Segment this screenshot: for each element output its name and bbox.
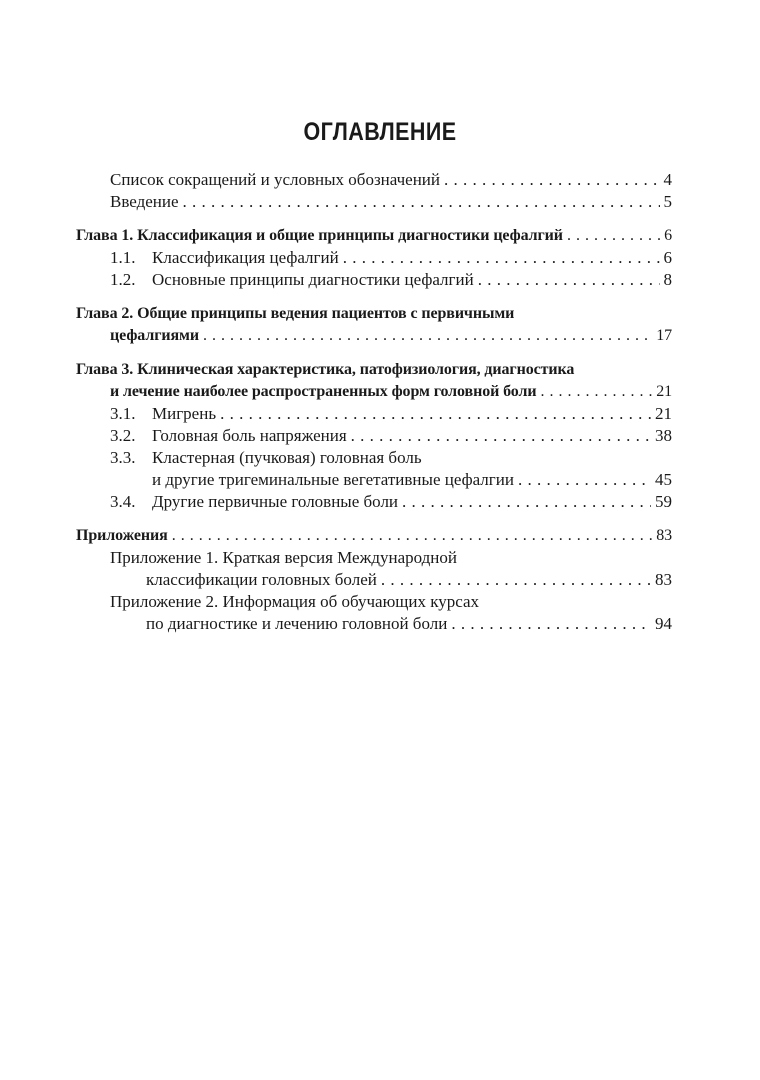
- page-title: ОГЛАВЛЕНИЕ: [303, 118, 457, 146]
- toc-entry-text: и лечение наиболее распространенных форм головной боли: [110, 383, 537, 400]
- leader-dots: [402, 490, 651, 514]
- toc-entry-text: классификации головных болей: [146, 570, 377, 589]
- toc-entry-text: Глава 3. Клиническая характеристика, патофизиология, диагностика: [76, 361, 575, 378]
- toc-section-3-2[interactable]: [110, 424, 672, 448]
- toc-entry-text: Мигрень: [152, 404, 217, 423]
- toc-page-number: 83: [655, 570, 672, 589]
- leader-dots: [172, 524, 652, 548]
- toc-page-number: 21: [655, 404, 672, 423]
- toc-section-3-3-line-2[interactable]: [152, 468, 672, 492]
- toc-entry-text: Глава 1. Классификация и общие принципы диагностики цефалгий: [76, 227, 563, 244]
- leader-dots: [203, 324, 652, 348]
- toc-page-number: 8: [663, 270, 672, 289]
- section-number: 3.3.: [110, 448, 136, 467]
- section-number: 3.1.: [110, 404, 136, 423]
- toc-chapter-2-line-2[interactable]: [110, 324, 672, 348]
- toc-page-number: 5: [663, 192, 672, 211]
- leader-dots: [451, 612, 651, 636]
- toc-chapter-3-line-1[interactable]: [76, 358, 672, 382]
- toc-page-number: 6: [663, 248, 672, 267]
- toc-chapter-2-line-1[interactable]: [76, 302, 672, 326]
- toc-appendix-1-line-2[interactable]: [146, 568, 672, 592]
- toc-entry-abbreviations[interactable]: [110, 168, 672, 192]
- toc-page-number: 17: [656, 327, 672, 344]
- toc-chapter-1[interactable]: [76, 224, 672, 248]
- toc-page-number: 4: [663, 170, 672, 189]
- toc-entry-text: Головная боль напряжения: [152, 426, 347, 445]
- toc-section-3-4[interactable]: [110, 490, 672, 514]
- leader-dots: [381, 568, 651, 592]
- toc-entry-text: и другие тригеминальные вегетативные цефалгии: [152, 470, 514, 489]
- leader-dots: [351, 424, 651, 448]
- toc-entry-text: Классификация цефалгий: [152, 248, 339, 267]
- leader-dots: [541, 380, 653, 404]
- toc-chapter-3-line-2[interactable]: [110, 380, 672, 404]
- toc-page-number: 38: [655, 426, 672, 445]
- toc-section-3-3-line-1[interactable]: [110, 446, 672, 470]
- toc-entry-text: Приложения: [76, 527, 168, 544]
- toc-section-1-1[interactable]: [110, 246, 672, 270]
- leader-dots: [518, 468, 651, 492]
- leader-dots: [183, 190, 660, 214]
- toc-appendices[interactable]: [76, 524, 672, 548]
- toc-page-number: 59: [655, 492, 672, 511]
- leader-dots: [567, 224, 660, 248]
- toc-page-number: 6: [664, 227, 672, 244]
- toc-page-number: 21: [656, 383, 672, 400]
- leader-dots: [478, 268, 660, 292]
- section-number: 3.4.: [110, 492, 136, 511]
- toc-entry-text: Глава 2. Общие принципы ведения пациентов с первичными: [76, 305, 515, 322]
- leader-dots: [343, 246, 660, 270]
- toc-entry-text: по диагностике и лечению головной боли: [146, 614, 448, 633]
- toc-entry-text: Другие первичные головные боли: [152, 492, 399, 511]
- toc-page-number: 94: [655, 614, 672, 633]
- toc-appendix-2-line-2[interactable]: [146, 612, 672, 636]
- toc-entry-text: Кластерная (пучковая) головная боль: [152, 448, 422, 467]
- toc-entry-text: Основные принципы диагностики цефалгий: [152, 270, 474, 289]
- toc-page-number: 45: [655, 470, 672, 489]
- toc-entry-introduction[interactable]: [110, 190, 672, 214]
- toc-entry-text: Приложение 2. Информация об обучающих курсах: [110, 592, 480, 611]
- section-number: 3.2.: [110, 426, 136, 445]
- toc-entry-text: цефалгиями: [110, 327, 199, 344]
- toc-entry-text: Список сокращений и условных обозначений: [110, 170, 441, 189]
- toc-entry-text: Введение: [110, 192, 179, 211]
- toc-section-1-2[interactable]: [110, 268, 672, 292]
- toc-page-number: 83: [656, 527, 672, 544]
- toc-entry-text: Приложение 1. Краткая версия Международной: [110, 548, 457, 567]
- section-number: 1.1.: [110, 248, 136, 267]
- section-number: 1.2.: [110, 270, 136, 289]
- toc-appendix-1-line-1[interactable]: [110, 546, 672, 570]
- toc-appendix-2-line-1[interactable]: [110, 590, 672, 614]
- toc-section-3-1[interactable]: [110, 402, 672, 426]
- leader-dots: [444, 168, 659, 192]
- leader-dots: [220, 402, 651, 426]
